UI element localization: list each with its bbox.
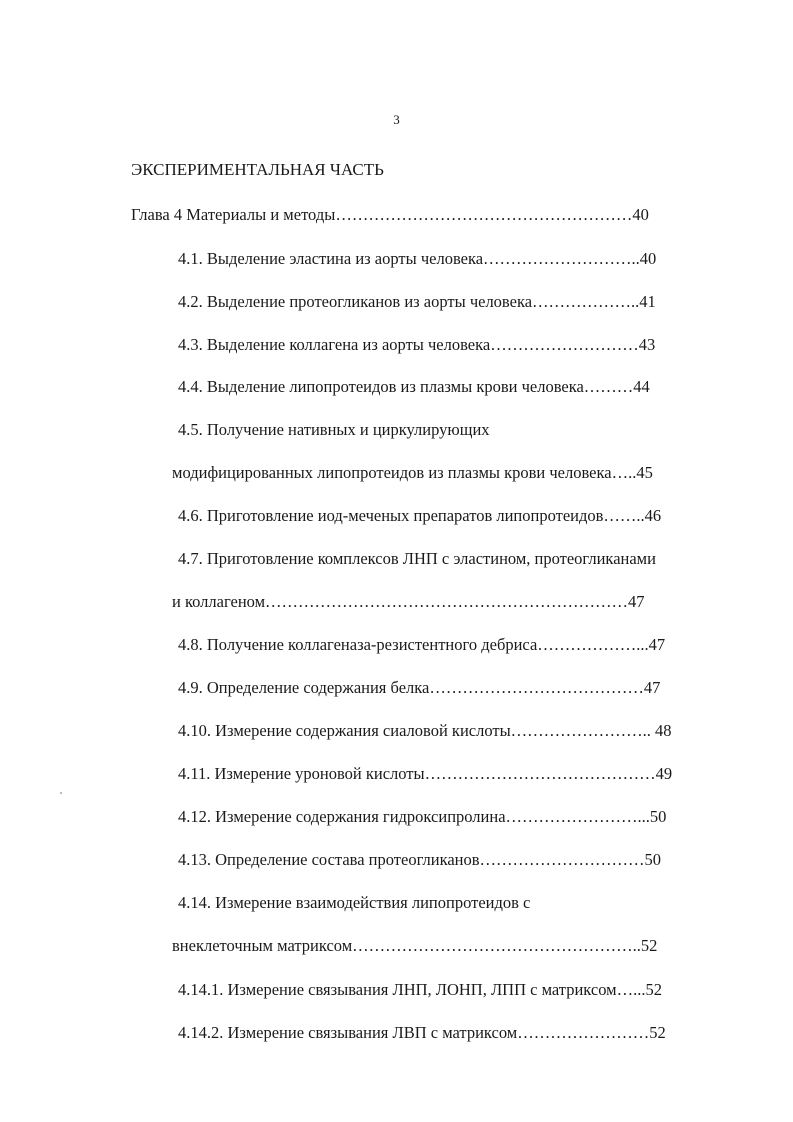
toc-entry-4-5-part2: модифицированных липопротеидов из плазмы крови человека…..45	[172, 463, 653, 482]
toc-entry-4-10: 4.10. Измерение содержания сиаловой кислоты…………………….. 48	[178, 721, 672, 740]
toc-entry-4-11: 4.11. Измерение уроновой кислоты……………………………………49	[178, 764, 673, 783]
toc-entry-4-13: 4.13. Определение состава протеогликанов…………………………50	[178, 850, 662, 869]
toc-entry-4-6: 4.6. Приготовление иод-меченых препаратов липопротеидов……..46	[178, 506, 662, 525]
toc-entry-4-14-2: 4.14.2. Измерение связывания ЛВП с матриксом……………………52	[178, 1023, 666, 1042]
toc-entry-4-12: 4.12. Измерение содержания гидроксипролина……………………...50	[178, 807, 667, 826]
toc-entry-4-2: 4.2. Выделение протеогликанов из аорты человека………………..41	[178, 292, 656, 311]
toc-entry-4-5-part1: 4.5. Получение нативных и циркулирующих	[178, 420, 490, 439]
toc-entry-4-4: 4.4. Выделение липопротеидов из плазмы крови человека………44	[178, 377, 650, 396]
toc-entry-chapter-4: Глава 4 Материалы и методы………………………………………………40	[131, 205, 649, 224]
toc-entry-4-14-part2: внеклеточным матриксом……………………………………………..52	[172, 936, 658, 955]
toc-entry-4-8: 4.8. Получение коллагеназа-резистентного дебриса………………...47	[178, 635, 666, 654]
toc-entry-4-7-part2: и коллагеном…………………………………………………………47	[172, 592, 645, 611]
toc-entry-4-1: 4.1. Выделение эластина из аорты человека………………………..40	[178, 249, 657, 268]
page-number: 3	[393, 112, 400, 127]
toc-entry-4-14-1: 4.14.1. Измерение связывания ЛНП, ЛОНП, ЛПП с матриксом…...52	[178, 980, 662, 999]
scan-speck	[60, 792, 62, 794]
toc-entry-4-14-part1: 4.14. Измерение взаимодействия липопротеидов с	[178, 893, 531, 912]
toc-entry-4-9: 4.9. Определение содержания белка…………………………………47	[178, 678, 661, 697]
toc-entry-4-7-part1: 4.7. Приготовление комплексов ЛНП с эластином, протеогликанами	[178, 549, 656, 568]
section-heading: ЭКСПЕРИМЕНТАЛЬНАЯ ЧАСТЬ	[131, 160, 384, 179]
toc-entry-4-3: 4.3. Выделение коллагена из аорты человека………………………43	[178, 335, 656, 354]
